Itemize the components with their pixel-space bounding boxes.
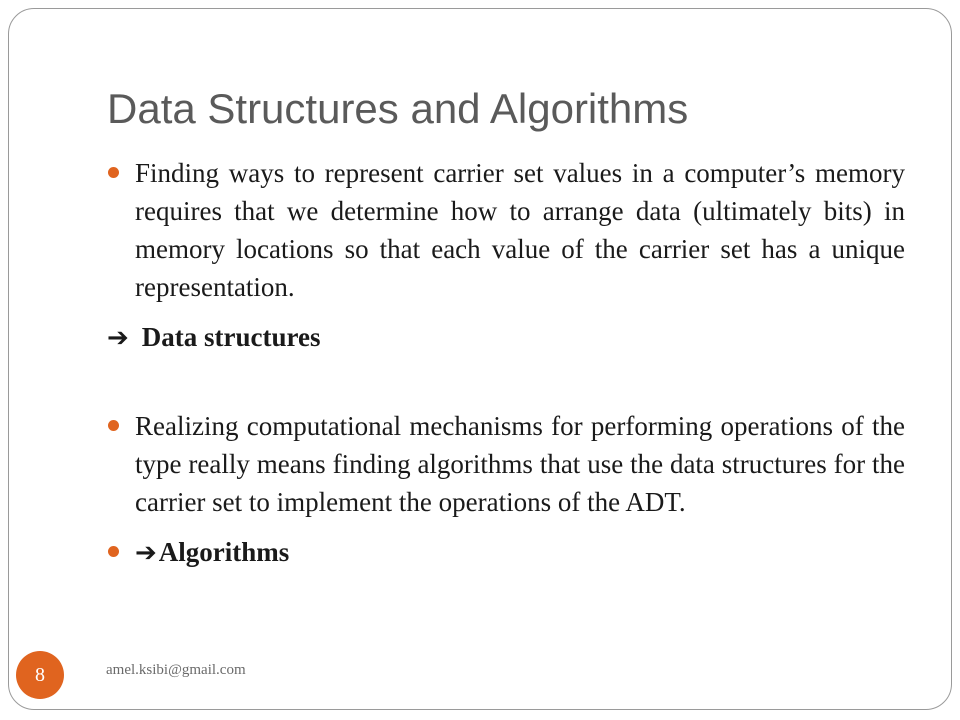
bullet-dot-icon	[108, 420, 119, 431]
paragraph-text: Realizing computational mechanisms for performing operations of the type really means finding algorithms that use the data structures for the carrier set to implement the operations of the ADT.	[135, 411, 905, 517]
page-number-badge: 8	[16, 651, 64, 699]
slide-title: Data Structures and Algorithms	[107, 85, 689, 132]
right-arrow-icon: ➔	[107, 323, 129, 353]
bullet-dot-icon	[108, 546, 119, 557]
bullet-conclusion-algorithms	[104, 533, 905, 572]
conclusion-text: Data structures	[141, 322, 321, 352]
bullet-paragraph-data-representation	[104, 154, 905, 306]
conclusion-text: Algorithms	[158, 537, 290, 567]
paragraph-text: Finding ways to represent carrier set values in a computer’s memory requires that we determine how to arrange data (ultimately bits) in memory locations so that each value of the carrier set has a unique representation.	[135, 158, 905, 302]
slide-content	[104, 154, 905, 572]
footer-email: amel.ksibi@gmail.com	[106, 662, 246, 678]
right-arrow-icon: ➔	[135, 538, 157, 568]
conclusion-data-structures	[104, 318, 905, 357]
bullet-paragraph-computational-mechanisms	[104, 407, 905, 521]
bullet-dot-icon	[108, 167, 119, 178]
